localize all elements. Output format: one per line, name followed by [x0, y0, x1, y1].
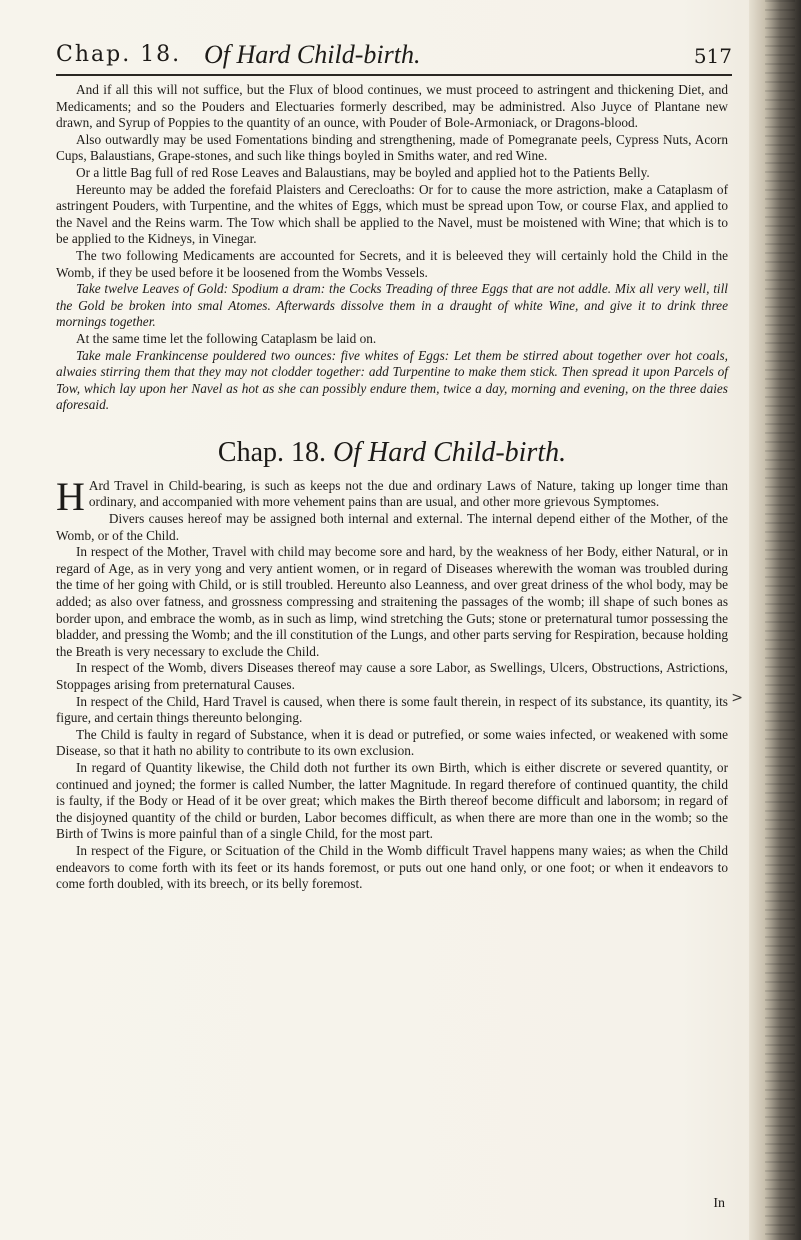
spine-texture: [765, 0, 795, 1240]
margin-mark: >: [731, 690, 743, 706]
catchword: In: [713, 1196, 725, 1211]
paragraph-text: Or a little Bag full of red Rose Leaves and Balaustians, may be boyled and applied hot to the Patients Belly.: [76, 164, 650, 180]
page-number: 517: [693, 44, 732, 68]
paragraph-text: And if all this will not suffice, but the Flux of blood continues, we must proceed to astringent and thickening Diet, and Medicaments; and so the Pouders and Electuaries formerly described, may be administred. Also Juyce of Plantane new drawn, and Syrup of Poppies to the quantity of an ounce, with Pouder of Bole-Armoniack, or Dragons-blood.: [56, 82, 728, 131]
paragraph: [56, 473, 728, 519]
paragraph-text: Take twelve Leaves of Gold: Spodium a dram: the Cocks Treading of three Eggs that are not addle. Mix all very well, till the Gold be broken into smal Atomes. Afterwards dissolve them in a draught of white Wine, and give it to drink three mornings together.: [56, 281, 728, 330]
paragraph: [56, 843, 728, 893]
section-previous-chapter: [56, 82, 728, 414]
running-title: Of Hard Child-birth.: [204, 40, 421, 69]
paragraph: [56, 760, 728, 843]
paragraph: [56, 660, 728, 693]
paragraph-text: The two following Medicaments are accounted for Secrets, and it is beleeved they will certainly hold the Child in the Womb, if they be used before it be loosened from the Wombs Vessels.: [56, 247, 728, 280]
section-chapter-18: [56, 473, 728, 893]
paragraph-text: In respect of the Mother, Travel with child may become sore and hard, by the weakness of her Body, either Natural, or in regard of Age, as in very yong and very antient women, or in regard of Diseases wherewith the woman was troubled during the time of her going with Child, or is still troubled. Hereunto also Leanness, and over great driness of the whol body, may be added; as also over fatness, and grossness compressing and straitening the passages of the womb; ill shape of such bones as border upon, and embrace the womb, as in such as limp, wind stretching the Guts; stone or preternatural tumor possessing the bladder, and pressing the Womb; and the ill constitution of the Lungs, and other parts serving for Respiration, because holding the Breath is very necessary to exclude the Child.: [56, 544, 728, 659]
paragraph: [56, 165, 728, 182]
paragraph: [56, 694, 728, 727]
drop-cap: H: [56, 473, 85, 519]
paragraph: [56, 727, 728, 760]
paragraph: [56, 281, 728, 331]
page-body: [56, 82, 728, 893]
chapter-heading: [56, 436, 728, 470]
paragraph-text: At the same time let the following Cataplasm be laid on.: [76, 330, 377, 346]
paragraph-text: In respect of the Womb, divers Diseases thereof may cause a sore Labor, as Swellings, Ulcers, Obstructions, Astrictions, Stoppages arising from preternatural Causes.: [56, 660, 728, 692]
paragraph-text: Take male Frankincense pouldered two ounces: five whites of Eggs: Let them be stirred about together over hot coals, alwaies stirring them that they may not clodder together: add Turpentine to make them stick. Then spread it upon Parcels of Tow, which lay upon her Navel as hot as she can possibly endure them, twice a day, morning and evening, on the three daies aforesaid.: [56, 347, 728, 413]
paragraph: [56, 544, 728, 660]
paragraph-text: In regard of Quantity likewise, the Child doth not further its own Birth, which is either discrete or severed quantity, or continued and joyned; the former is called Number, the latter Magnitude. In regard therefore of continued quantity, the child is faulty, if the Body or Head of it be over great; which makes the Birth thereof become difficult and laborsom; in regard of the disjoyned quantity of the child or burden, Labor becomes difficult, as when there are more than one in the womb; so the Birth of Twins is more painful than of a single Child, for the most part.: [56, 759, 728, 842]
paragraph: [56, 132, 728, 165]
paragraph: [56, 248, 728, 281]
running-chapter: Chap. 18.: [56, 42, 182, 67]
paragraph-text: In respect of the Child, Hard Travel is caused, when there is some fault therein, in respect of its substance, its quantity, its figure, and certain things thereunto belonging.: [56, 693, 728, 726]
paragraph-text: Divers causes hereof may be assigned both internal and external. The internal depend either of the Mother, of the Womb, or of the Child.: [56, 511, 728, 543]
paragraph-text: In respect of the Figure, or Scituation of the Child in the Womb difficult Travel happens many waies; as when the Child endeavors to come forth with its feet or its hands foremost, or puts out one hand only, or one foot; or when it endeavors to come forth doubled, with its breech, or its belly foremost.: [56, 842, 728, 892]
chapter-title: Of Hard Child-birth.: [333, 436, 567, 468]
paragraph: [56, 82, 728, 132]
paragraph-text: Also outwardly may be used Fomentations binding and strengthening, made of Pomegranate peels, Cypress Nuts, Acorn Cups, Balaustians, Grape-stones, and such like things boyled in Smiths water, and red Wine.: [56, 131, 728, 164]
paragraph: [56, 182, 728, 248]
paragraph-text: The Child is faulty in regard of Substance, when it is dead or putrefied, or some waies infected, or weakened with some Disease, so that it hath no ability to contribute to its own exclusion.: [56, 726, 728, 759]
paragraph: [56, 348, 728, 414]
paragraph: [56, 511, 728, 544]
chapter-label: Chap. 18.: [217, 436, 326, 468]
paragraph-text: Hereunto may be added the forefaid Plaisters and Cerecloaths: Or for to cause the more astriction, make a Cataplasm of astringent Pouders, with Turpentine, and the whites of Eggs, which must be spread upon Tow, or course Flax, and applied to the Navel and the Reins warm. The Tow which shall be applied to the Navel, must be moistened with Wine; that which is to be applied to the Kidneys, in Vinegar.: [56, 181, 728, 247]
paragraph: [56, 331, 728, 348]
running-header: [56, 38, 732, 78]
header-rule: [56, 74, 732, 76]
paragraph-text: Ard Travel in Child-bearing, is such as keeps not the due and ordinary Laws of Nature, taking up longer time than ordinary, and accompanied with more vehement pains than are usual, and other more grievous Symptomes.: [88, 477, 728, 510]
